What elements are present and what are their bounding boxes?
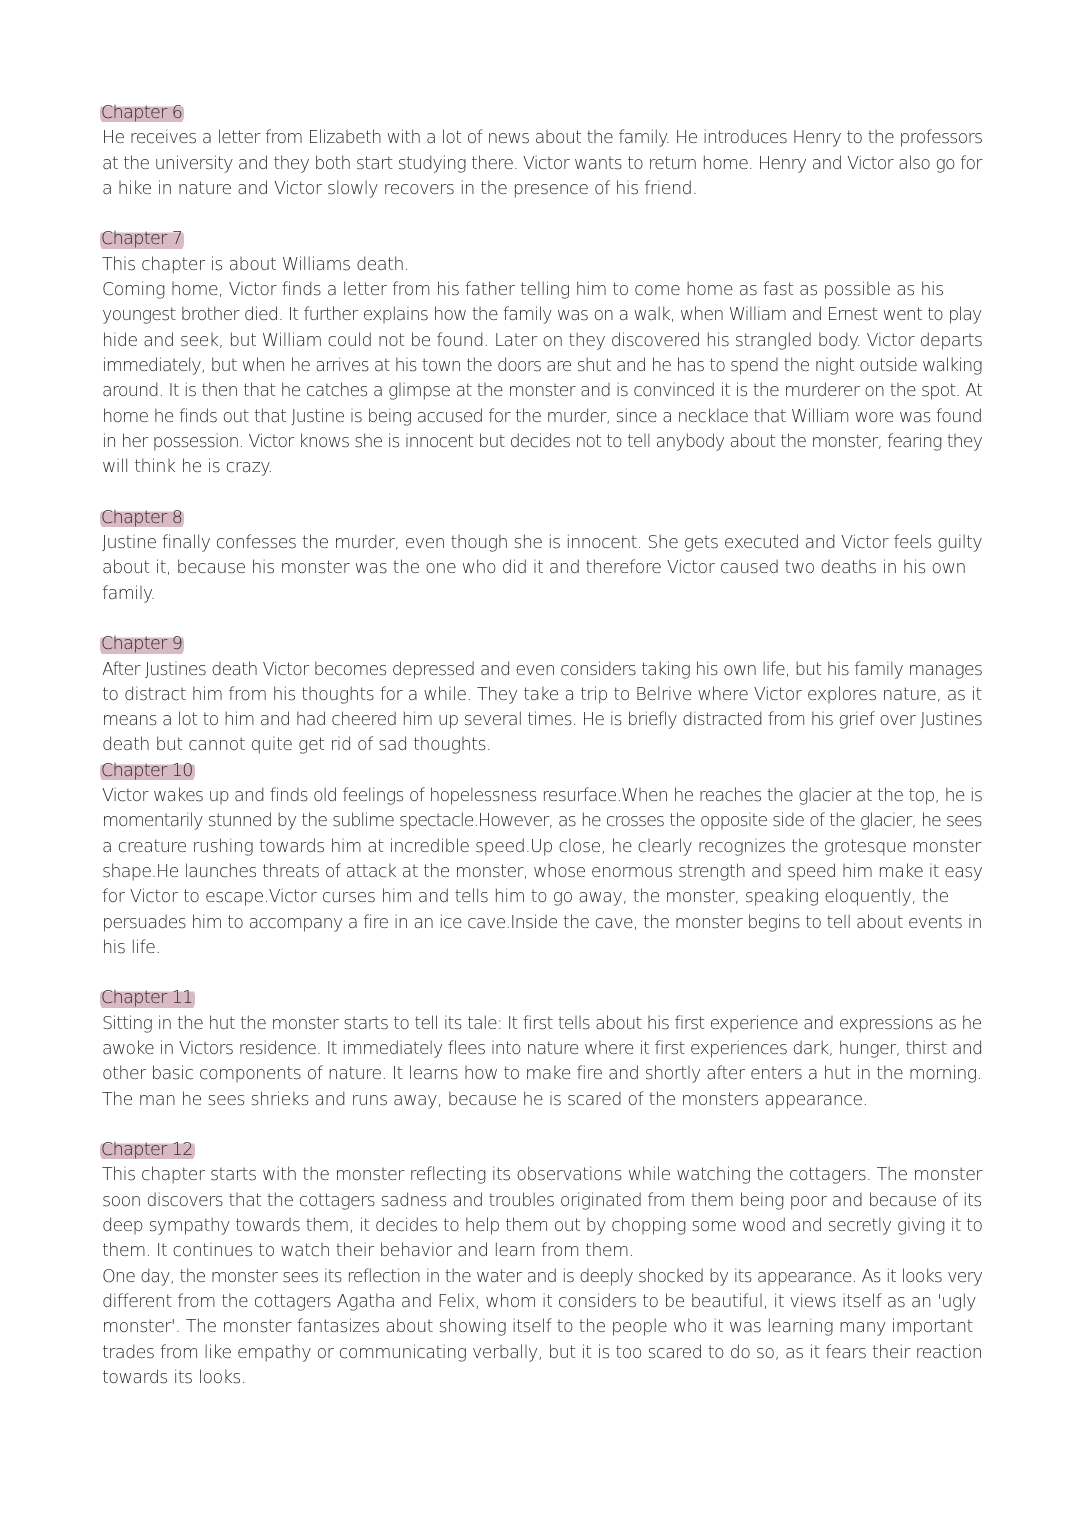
chapter-12-section xyxy=(102,1138,982,1391)
chapter-8-section xyxy=(102,506,982,607)
chapter-7-section xyxy=(102,227,982,480)
text-line: persuades him to accompany a fire in an ice cave.Inside the cave, the monster begins to tell about events in xyxy=(102,912,982,933)
chapter-heading: Chapter 9 xyxy=(100,632,184,657)
paragraph-gap xyxy=(102,1113,982,1138)
text-line: youngest brother died. It further explains how the family was on a walk, when William and Ernest went to play xyxy=(102,305,982,326)
text-line: He receives a letter from Elizabeth with a lot of news about the family. He introduces Henry to the professors xyxy=(102,128,983,149)
chapter-11-section xyxy=(102,986,982,1112)
text-line: a creature rushing towards him at incredible speed.Up close, he clearly recognizes the grotesque monster xyxy=(102,836,981,857)
text-line: a hike in nature and Victor slowly recovers in the presence of his friend. xyxy=(102,178,698,199)
chapter-summary xyxy=(102,1012,982,1113)
text-line: shape.He launches threats of attack at the monster, whose enormous strength and speed him make it easy xyxy=(102,861,983,882)
chapter-10-section xyxy=(102,759,982,961)
chapter-summary xyxy=(102,658,982,759)
text-line: deep sympathy towards them, it decides to help them out by chopping some wood and secretly giving it to xyxy=(102,1216,983,1237)
text-line: to distract him from his thoughts for a while. They take a trip to Belrive where Victor explores nature, as it xyxy=(102,684,982,705)
text-line: in her possession. Victor knows she is innocent but decides not to tell anybody about the monster, fearing they xyxy=(102,431,982,452)
text-line: immediately, but when he arrives at his town the doors are shut and he has to spend the night outside walking xyxy=(102,355,982,376)
text-line: for Victor to escape.Victor curses him and tells him to go away, the monster, speaking eloquently, the xyxy=(102,887,949,908)
text-line: Victor wakes up and finds old feelings of hopelessness resurface.When he reaches the glacier at the top, he is xyxy=(102,786,983,807)
text-line: Justine finally confesses the murder, even though she is innocent. She gets executed and Victor feels guilty xyxy=(102,533,982,554)
text-line: about it, because his monster was the one who did it and therefore Victor caused two deaths in his own xyxy=(102,558,966,579)
chapter-heading: Chapter 11 xyxy=(100,986,195,1011)
chapter-heading: Chapter 10 xyxy=(100,759,195,784)
text-line: at the university and they both start studying there. Victor wants to return home. Henry and Victor also go for xyxy=(102,153,982,174)
paragraph-gap xyxy=(102,480,982,505)
text-line: family. xyxy=(102,583,156,604)
text-line: awoke in Victors residence. It immediately flees into nature where it first experiences dark, hunger, thirst and xyxy=(102,1038,983,1059)
text-line: This chapter starts with the monster reflecting its observations while watching the cottagers. The monster xyxy=(102,1165,982,1186)
text-line: One day, the monster sees its reflection in the water and is deeply shocked by its appearance. As it looks very xyxy=(102,1266,983,1287)
text-line: Sitting in the hut the monster starts to tell its tale: It first tells about his first experience and expressions as he xyxy=(102,1013,982,1034)
chapter-summary xyxy=(102,126,982,202)
text-line: will think he is crazy. xyxy=(102,457,273,478)
text-line: trades from like empathy or communicating verbally, but it is too scared to do so, as it fears their reaction xyxy=(102,1342,983,1363)
chapter-6-section xyxy=(102,101,982,202)
chapter-summary xyxy=(102,1163,982,1391)
text-line: towards its looks. xyxy=(102,1367,246,1388)
text-line: around. It is then that he catches a glimpse at the monster and is convinced it is the murderer on the spot. At xyxy=(102,381,983,402)
chapter-summaries xyxy=(102,101,982,1391)
text-line: means a lot to him and had cheered him up several times. He is briefly distracted from his grief over Justines xyxy=(102,710,983,731)
chapter-heading: Chapter 8 xyxy=(100,506,184,531)
text-line: soon discovers that the cottagers sadness and troubles originated from them being poor and because of its xyxy=(102,1190,982,1211)
text-line: death but cannot quite get rid of sad thoughts. xyxy=(102,735,492,756)
chapter-heading: Chapter 12 xyxy=(100,1138,195,1163)
text-line: momentarily stunned by the sublime spectacle.However, as he crosses the opposite side of the glacier, he sees xyxy=(102,811,982,832)
text-line: This chapter is about Williams death. xyxy=(102,254,409,275)
text-line: other basic components of nature. It learns how to make fire and shortly after enters a hut in the morning. xyxy=(102,1064,982,1085)
text-line: The man he sees shrieks and runs away, because he is scared of the monsters appearance. xyxy=(102,1089,868,1110)
text-line: home he finds out that Justine is being accused for the murder, since a necklace that William wore was found xyxy=(102,406,982,427)
text-line: them. It continues to watch their behavior and learn from them. xyxy=(102,1241,634,1262)
chapter-heading: Chapter 6 xyxy=(100,101,184,126)
text-line: monster'. The monster fantasizes about showing itself to the people who it was learning many important xyxy=(102,1317,973,1338)
text-line: hide and seek, but William could not be found. Later on they discovered his strangled body. Victor departs xyxy=(102,330,983,351)
chapter-heading: Chapter 7 xyxy=(100,227,184,252)
text-line: Coming home, Victor finds a letter from his father telling him to come home as fast as possible as his xyxy=(102,280,944,301)
text-line: his life. xyxy=(102,937,161,958)
chapter-summary xyxy=(102,784,982,961)
paragraph-gap xyxy=(102,202,982,227)
paragraph-gap xyxy=(102,607,982,632)
chapter-9-section xyxy=(102,632,982,758)
paragraph-gap xyxy=(102,961,982,986)
chapter-summary xyxy=(102,531,982,607)
text-line: different from the cottagers Agatha and Felix, whom it considers to be beautiful, it views itself as an 'ugly xyxy=(102,1291,976,1312)
text-line: After Justines death Victor becomes depressed and even considers taking his own life, but his family manages xyxy=(102,659,983,680)
chapter-summary xyxy=(102,253,982,481)
